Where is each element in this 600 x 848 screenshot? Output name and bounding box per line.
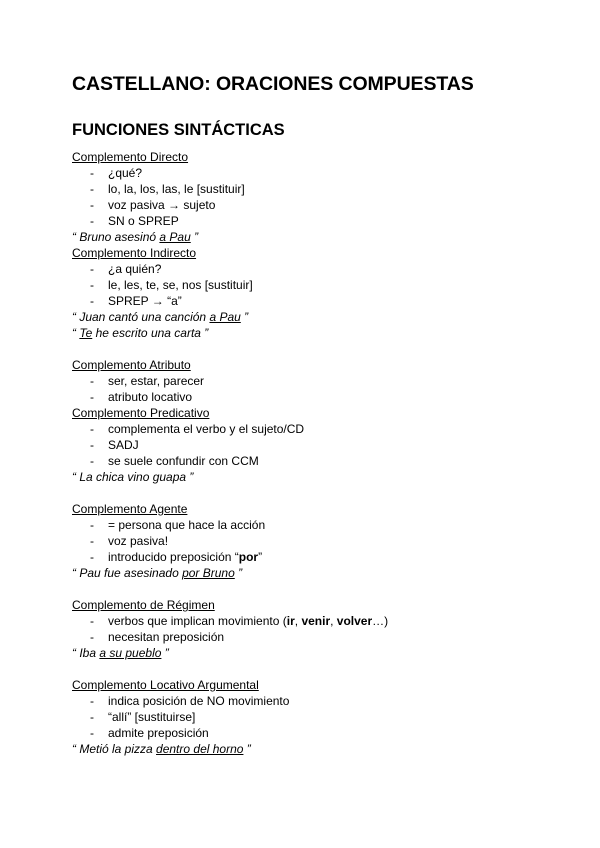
heading-complemento-locativo-argumental: Complemento Locativo Argumental <box>72 678 259 692</box>
example-sentence: “ Bruno asesinó a Pau ” <box>72 230 199 244</box>
list-item: - complementa el verbo y el sujeto/CD <box>90 422 305 436</box>
section-subtitle: FUNCIONES SINTÁCTICAS <box>72 121 285 139</box>
list-item: - verbos que implican movimiento (ir, venir, volver…) <box>90 614 389 628</box>
example-sentence: “ Te he escrito una carta ” <box>72 326 209 340</box>
document-title: CASTELLANO: ORACIONES COMPUESTAS <box>72 73 474 95</box>
spacer <box>72 485 552 501</box>
list-item: - le, les, te, se, nos [sustituir] <box>90 278 253 292</box>
example-sentence: “ La chica vino guapa ” <box>72 470 194 484</box>
list-item: - admite preposición <box>90 726 209 740</box>
heading-complemento-predicativo: Complemento Predicativo <box>72 406 210 420</box>
heading-complemento-directo: Complemento Directo <box>72 150 189 164</box>
list-item: - atributo locativo <box>90 390 193 404</box>
list-item: - ¿a quién? <box>90 262 162 276</box>
example-sentence: “ Pau fue asesinado por Bruno ” <box>72 566 243 580</box>
list-item: - ser, estar, parecer <box>90 374 205 388</box>
heading-complemento-agente: Complemento Agente <box>72 502 188 516</box>
list-item: - voz pasiva → sujeto <box>90 198 216 212</box>
heading-complemento-atributo: Complemento Atributo <box>72 358 191 372</box>
example-sentence: “ Iba a su pueblo ” <box>72 646 169 660</box>
list-item: - lo, la, los, las, le [sustituir] <box>90 182 245 196</box>
spacer <box>72 661 552 677</box>
example-sentence: “ Metió la pizza dentro del horno ” <box>72 742 251 756</box>
list-item: - = persona que hace la acción <box>90 518 266 532</box>
heading-complemento-regimen: Complemento de Régimen <box>72 598 215 612</box>
spacer <box>72 341 552 357</box>
list-item: - SADJ <box>90 438 139 452</box>
list-item: - se suele confundir con CCM <box>90 454 259 468</box>
example-sentence: “ Juan cantó una canción a Pau ” <box>72 310 249 324</box>
list-item: - introducido preposición “por” <box>90 550 263 564</box>
list-item: - SPREP → “a” <box>90 294 182 308</box>
list-item: - indica posición de NO movimiento <box>90 694 290 708</box>
list-item: - necesitan preposición <box>90 630 225 644</box>
list-item: - SN o SPREP <box>90 214 179 228</box>
spacer <box>72 581 552 597</box>
document-body <box>72 149 552 757</box>
list-item: - voz pasiva! <box>90 534 169 548</box>
list-item: - ¿qué? <box>90 166 143 180</box>
list-item: - “allí” [sustituirse] <box>90 710 196 724</box>
heading-complemento-indirecto: Complemento Indirecto <box>72 246 197 260</box>
